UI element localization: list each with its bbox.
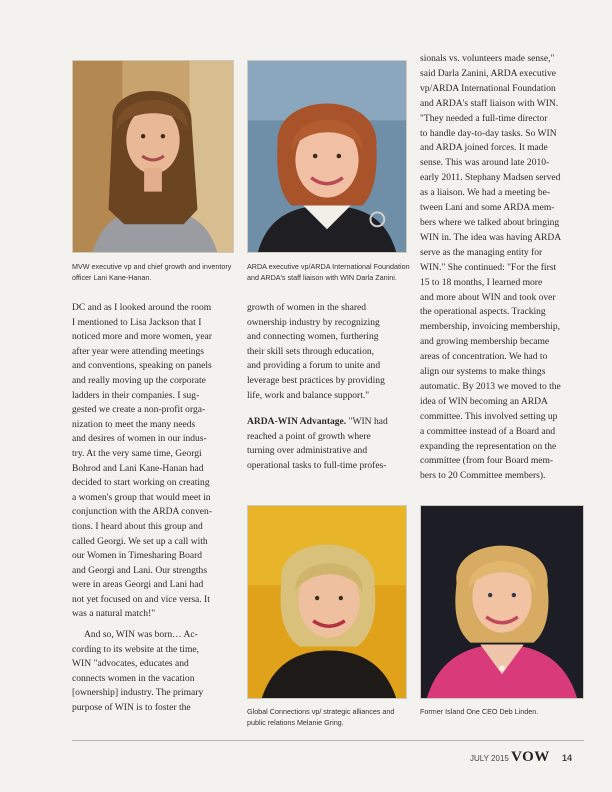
text-line: a women's group that would meet in [72, 491, 211, 503]
text-line: committee (from four Board mem- [420, 455, 554, 467]
text-line: turning over administrative and [247, 445, 368, 457]
text-line: and connecting women, furthering [247, 331, 379, 343]
text-line: to handle day-to-day tasks. So WIN [420, 127, 557, 139]
text-line: was a natural match!" [72, 608, 156, 620]
text-line: ladders in their companies. I sug- [72, 389, 200, 401]
text-line: "WIN had [346, 416, 388, 428]
text-line: and growing membership became [420, 336, 550, 348]
photo-caption-2: ARDA executive vp/ARDA International Foundation and ARDA's staff liaison with WIN Darla Zanini. [247, 262, 410, 282]
text-line: "They needed a full-time director [420, 112, 548, 124]
text-line: WIN "advocates, educates and [72, 658, 189, 670]
col3-para-1 [420, 52, 590, 484]
text-line: align our systems to make things [420, 366, 546, 378]
text-line: and ARDA's staff liaison with WIN. [420, 97, 559, 109]
text-line: said Darla Zanini, ARDA executive [420, 67, 557, 79]
footer-divider [72, 740, 584, 741]
photo-lani-kane-hanan [72, 60, 234, 253]
text-line: bers where we talked about bringing [420, 216, 560, 228]
text-line: expanding the representation on the [420, 440, 557, 452]
text-line: tions. I heard about this group and [72, 520, 203, 532]
magazine-logo: VOW [511, 749, 550, 765]
article-column-1 [72, 301, 242, 716]
text-line: and Georgi and Lani. Our strengths [72, 564, 208, 576]
photo-darla-zanini [247, 60, 407, 253]
text-line: the operational aspects. Tracking [420, 306, 546, 318]
page-number: 14 [562, 753, 573, 763]
text-line: And so, WIN was born… Ac- [84, 629, 198, 641]
col2-para-2 [247, 415, 417, 473]
text-line: I mentioned to Lisa Jackson that I [72, 316, 202, 328]
text-line: life, work and balance support." [247, 389, 370, 401]
photo-caption-3: Global Connections vp/ strategic alliances and public relations Melanie Gring. [247, 707, 395, 727]
text-line: ownership industry by recognizing [247, 316, 380, 328]
photo-melanie-gring [247, 505, 407, 699]
article-column-2 [247, 301, 417, 474]
text-line: growth of women in the shared [247, 302, 367, 313]
text-line: gested we create a non-profit orga- [72, 404, 206, 416]
text-line: and more about WIN and took over [420, 291, 556, 303]
text-line: WIN." She continued: "For the first [420, 261, 557, 273]
text-line: try. At the very same time, Georgi [72, 447, 202, 459]
text-line: committee. This involved setting up [420, 410, 558, 422]
text-line: [ownership] industry. The primary [72, 687, 204, 699]
photo-caption-1: MVW executive vp and chief growth and inventory officer Lani Kane-Hanan. [72, 262, 232, 282]
photo-deb-linden [420, 505, 584, 699]
text-line: and really moving up the corporate [72, 374, 206, 386]
text-line: sense. This was around late 2010- [420, 157, 550, 169]
text-line: idea of WIN becoming an ARDA [420, 395, 548, 407]
text-line: 15 to 18 months, I learned more [420, 276, 543, 288]
text-line: as a liaison. We had a meeting be- [420, 187, 551, 199]
text-line: tween Lani and some ARDA mem- [420, 202, 555, 214]
text-line: bers to 20 Committee members). [420, 470, 546, 482]
text-line: membership, invoicing membership, [420, 321, 560, 333]
text-line: and desires of women in our indus- [72, 433, 207, 445]
article-column-3 [420, 52, 590, 484]
text-line: purpose of WIN is to foster the [72, 702, 191, 714]
text-line: our Women in Timesharing Board [72, 550, 203, 562]
text-line: Bohrod and Lani Kane-Hanan had [72, 462, 204, 474]
text-line: their skill sets through education, [247, 345, 375, 357]
text-line: after year were attending meetings [72, 345, 205, 357]
text-line: nization to meet the many needs [72, 418, 196, 430]
text-line: reached a point of growth where [247, 430, 371, 442]
col1-para-2 [72, 628, 242, 716]
col1-para-1 [72, 301, 242, 622]
text-line: WIN in. The idea was having ARDA [420, 231, 562, 243]
text-line: serve as the managing entity for [420, 246, 543, 258]
page-footer [470, 749, 590, 766]
text-line: automatic. By 2013 we moved to the [420, 380, 561, 392]
text-line: vp/ARDA International Foundation [420, 82, 556, 94]
text-line: connects women in the vacation [72, 672, 195, 684]
text-line: operational tasks to full-time profes- [247, 459, 387, 471]
text-line: decided to start working on creating [72, 477, 210, 489]
text-line: a committee instead of a Board and [420, 425, 556, 437]
text-line: sionals vs. volunteers made sense," [420, 53, 555, 64]
text-line: cording to its website at the time, [72, 643, 199, 655]
text-line: early 2011. Stephany Madsen served [420, 172, 561, 184]
col2-para-1 [247, 301, 417, 403]
text-line: noticed more and more women, year [72, 331, 212, 343]
text-line: and conventions, speaking on panels [72, 360, 212, 372]
photo-caption-4: Former Island One CEO Deb Linden. [420, 707, 539, 716]
issue-date: JULY 2015 [470, 754, 509, 763]
text-line: and ARDA joined forces. It made [420, 142, 548, 154]
section-heading: ARDA-WIN Advantage. [247, 416, 347, 428]
text-line: called Georgi. We set up a call with [72, 535, 208, 547]
text-line: not yet focused on and vice versa. It [72, 593, 210, 605]
text-line: DC and as I looked around the room [72, 302, 212, 313]
text-line: areas of concentration. We had to [420, 351, 548, 363]
text-line: were in areas Georgi and Lani had [72, 579, 204, 591]
text-line: leverage best practices by providing [247, 374, 385, 386]
text-line: conjunction with the ARDA conven- [72, 506, 213, 518]
text-line: and providing a forum to unite and [247, 360, 381, 372]
